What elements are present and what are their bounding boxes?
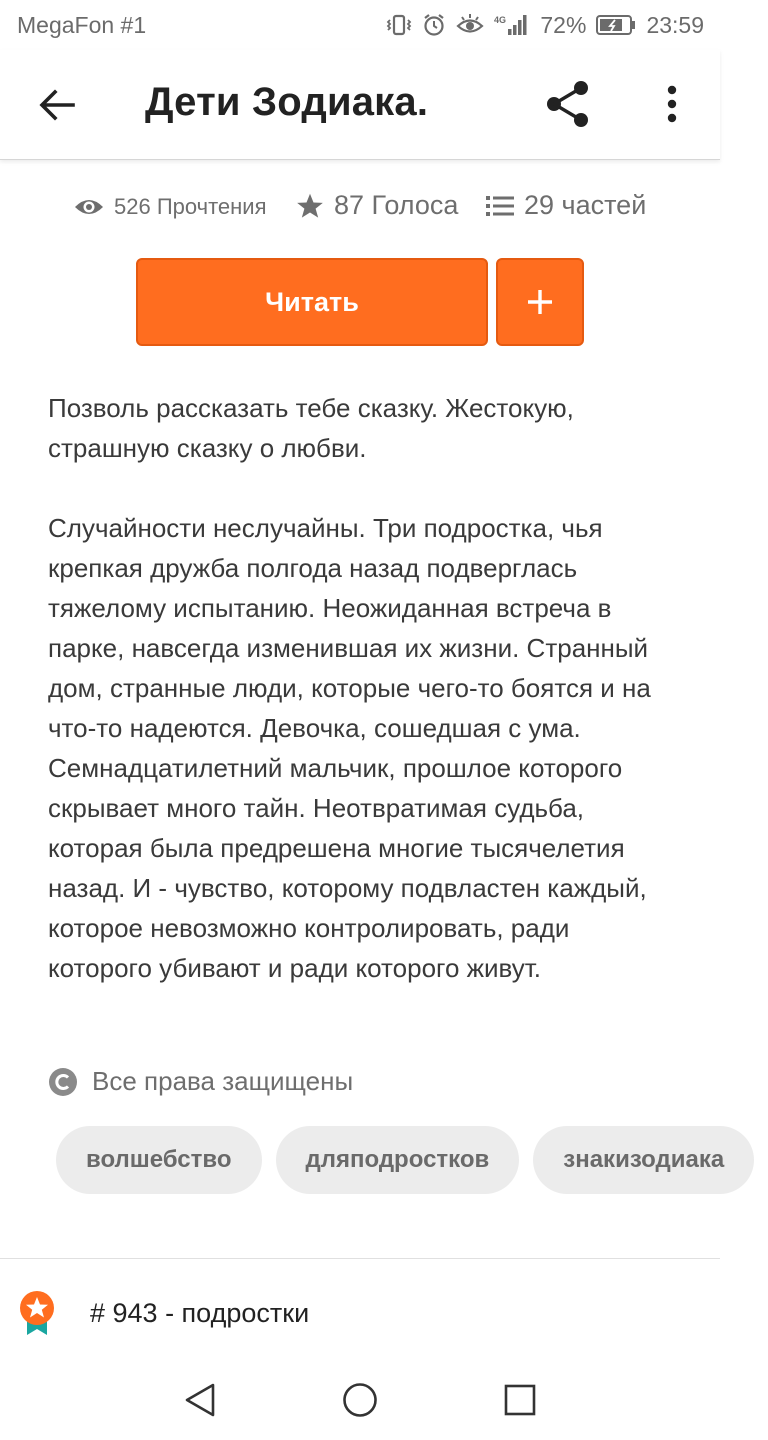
back-arrow-icon <box>37 85 77 125</box>
network-type: 4G <box>494 15 507 25</box>
votes-stat <box>296 190 458 221</box>
copyright-icon <box>48 1067 78 1097</box>
story-description <box>48 388 668 988</box>
share-icon <box>543 79 593 129</box>
parts-stat[interactable] <box>486 190 646 221</box>
triangle-back-icon <box>183 1382 217 1418</box>
votes-count: 87 Голоса <box>334 190 459 220</box>
signal-icon <box>494 13 530 37</box>
read-button[interactable]: Читать <box>136 258 488 346</box>
share-button[interactable] <box>540 76 596 132</box>
description-paragraph: Случайности неслучайны. Три подростка, чья крепкая дружба полгода назад подверглась тяжелому испытанию. Неожиданная встреча в парке, навсегда изменившая их жизни. Странный дом, странные люди, которые чего-то боятся и на что-то надеются. Девочка, сошедшая с ума. Семнадцатилетний мальчик, прошлое которого скрывает много тайн. Неотвратимая судьба, которая была предрешена многие тысячелетия назад. И - чувство, которому подвластен каждый, которое невозможно контролировать, ради которого убивают и ради которого живут. <box>48 513 651 983</box>
back-button[interactable] <box>30 78 84 132</box>
tag-list <box>56 1126 725 1194</box>
copyright-label: Все права защищены <box>92 1066 354 1096</box>
clock: 23:59 <box>646 11 704 38</box>
system-nav-bar <box>0 1360 720 1440</box>
app-bar <box>0 50 720 160</box>
carrier-label: MegaFon #1 <box>17 11 147 38</box>
battery-icon <box>596 14 636 36</box>
plus-icon <box>525 287 555 317</box>
battery-percent: 72% <box>540 11 587 38</box>
vibrate-icon <box>386 13 412 37</box>
reads-count: 526 Прочтения <box>114 194 267 219</box>
ranking-row[interactable] <box>18 1290 309 1336</box>
description-paragraph: Позволь рассказать тебе сказку. Жестокую, страшную сказку о любви. <box>48 393 574 463</box>
more-options-button[interactable] <box>652 76 692 132</box>
list-icon <box>486 194 514 218</box>
status-bar <box>0 0 720 50</box>
ranking-badge-icon <box>18 1290 56 1336</box>
status-icons <box>386 12 704 39</box>
more-vert-icon <box>666 84 678 124</box>
nav-back-button[interactable] <box>180 1380 220 1420</box>
story-stats <box>0 186 720 234</box>
eye-icon <box>456 13 484 37</box>
nav-recent-apps-button[interactable] <box>500 1380 540 1420</box>
star-icon <box>296 192 324 220</box>
ranking-text: # 943 - подростки <box>90 1297 310 1328</box>
eye-icon <box>74 196 104 218</box>
copyright-notice <box>48 1066 353 1097</box>
divider <box>0 1258 720 1259</box>
nav-home-button[interactable] <box>340 1380 380 1420</box>
reads-stat <box>74 194 267 220</box>
alarm-icon <box>422 13 446 37</box>
tag-chip[interactable]: волшебство <box>56 1126 262 1194</box>
circle-home-icon <box>342 1382 378 1418</box>
square-recents-icon <box>504 1384 536 1416</box>
tag-chip[interactable]: знакизодиака <box>533 1126 754 1194</box>
story-title: Дети Зодиака. <box>145 80 429 124</box>
add-to-library-button[interactable] <box>496 258 584 346</box>
tag-chip[interactable]: дляподростков <box>276 1126 520 1194</box>
parts-count: 29 частей <box>524 190 647 220</box>
